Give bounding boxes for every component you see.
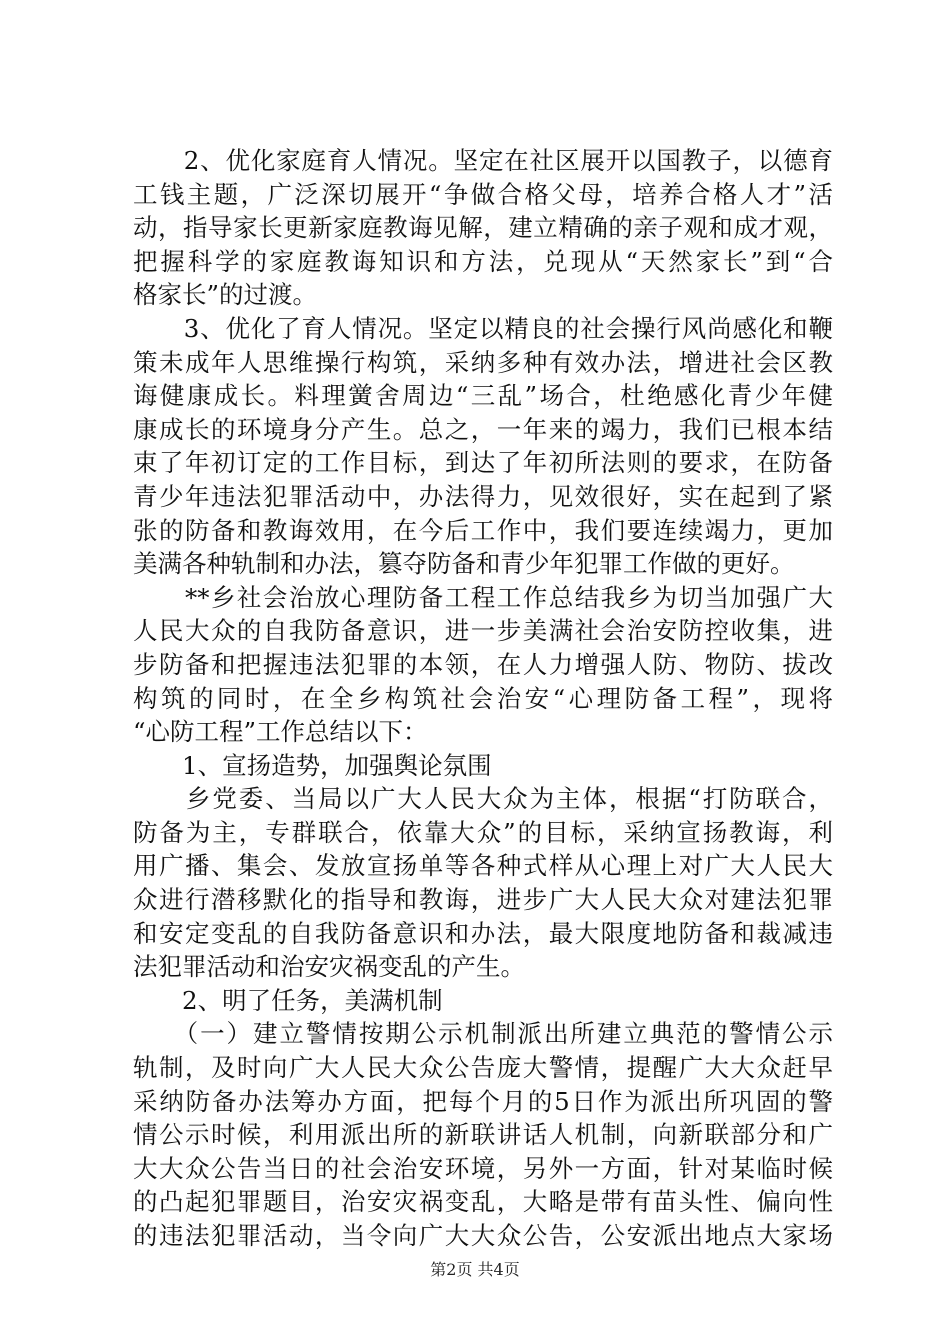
text-line: 众进行潜移默化的指导和教诲，进步广大人民大众对建法犯罪: [133, 885, 833, 915]
text-line: 张的防备和教诲效用，在今后工作中，我们要连续竭力，更加: [133, 515, 833, 545]
text-line: 采纳防备办法筹办方面，把每个月的5日作为派出所巩固的警: [133, 1086, 833, 1116]
text-line: 的违法犯罪活动，当令向广大大众公告，公安派出地点大家场: [133, 1221, 833, 1250]
text-line: 乡党委、当局以广大人民大众为主体，根据“打防联合，: [133, 784, 833, 814]
text-line: 格家长”的过渡。: [133, 280, 318, 310]
text-line: 工钱主题，广泛深切展开“争做合格父母，培养合格人才”活: [133, 179, 833, 209]
text-line: 法犯罪活动和治安灾祸变乱的产生。: [133, 952, 525, 982]
text-line: 2、优化家庭育人情况。坚定在社区展开以国教子，以德育: [133, 146, 833, 175]
text-line: 1、宣扬造势，加强舆论氛围: [133, 750, 492, 780]
text-line: **乡社会治放心理防备工程工作总结我乡为切当加强广大: [133, 582, 833, 612]
text-line: “心防工程”工作总结以下：: [133, 717, 428, 747]
text-line: 情公示时候，利用派出所的新联讲话人机制，向新联部分和广: [133, 1120, 833, 1150]
text-line: 轨制，及时向广大人民大众公告庞大警情，提醒广大大众赶早: [133, 1053, 833, 1083]
document-body: [133, 144, 833, 1253]
text-line: 3、优化了育人情况。坚定以精良的社会操行风尚感化和鞭: [133, 313, 833, 343]
text-line: 和安定变乱的自我防备意识和办法，最大限度地防备和裁减违: [133, 918, 833, 948]
text-line: 人民大众的自我防备意识，进一步美满社会治安防控收集，进: [133, 616, 833, 646]
text-line: 动，指导家长更新家庭教诲见解，建立精确的亲子观和成才观，: [133, 213, 833, 243]
text-line: 构筑的同时，在全乡构筑社会治安“心理防备工程”，现将: [133, 683, 833, 713]
text-line: 2、明了任务，美满机制: [133, 985, 443, 1015]
page-footer: 第2页 共4页: [430, 1260, 520, 1279]
text-line: 的凸起犯罪题目，治安灾祸变乱，大略是带有苗头性、偏向性: [133, 1187, 833, 1217]
text-line: 步防备和把握违法犯罪的本领，在人力增强人防、物防、拔改: [133, 649, 833, 679]
text-line: 用广播、集会、发放宣扬单等各种式样从心理上对广大人民大: [133, 851, 833, 881]
text-line: 青少年违法犯罪活动中，办法得力，见效很好，实在起到了紧: [133, 481, 833, 511]
text-line: 美满各种轨制和办法，篡夺防备和青少年犯罪工作做的更好。: [133, 549, 795, 579]
text-line: 诲健康成长。料理黉舍周边“三乱”场合，杜绝感化青少年健: [133, 381, 833, 411]
text-line: 把握科学的家庭教诲知识和方法，兑现从“天然家长”到“合: [133, 246, 833, 276]
text-line: 策未成年人思维操行构筑，采纳多种有效办法，增进社会区教: [133, 347, 833, 377]
text-line: 大大众公告当日的社会治安环境，另外一方面，针对某临时候: [133, 1153, 833, 1183]
text-line: 防备为主，专群联合，依靠大众”的目标，采纳宣扬教诲，利: [133, 817, 833, 847]
text-line: （一）建立警情按期公示机制派出所建立典范的警情公示: [133, 1019, 833, 1049]
text-line: 康成长的环境身分产生。总之，一年来的竭力，我们已根本结: [133, 414, 833, 444]
text-line: 束了年初订定的工作目标，到达了年初所法则的要求，在防备: [133, 448, 833, 478]
